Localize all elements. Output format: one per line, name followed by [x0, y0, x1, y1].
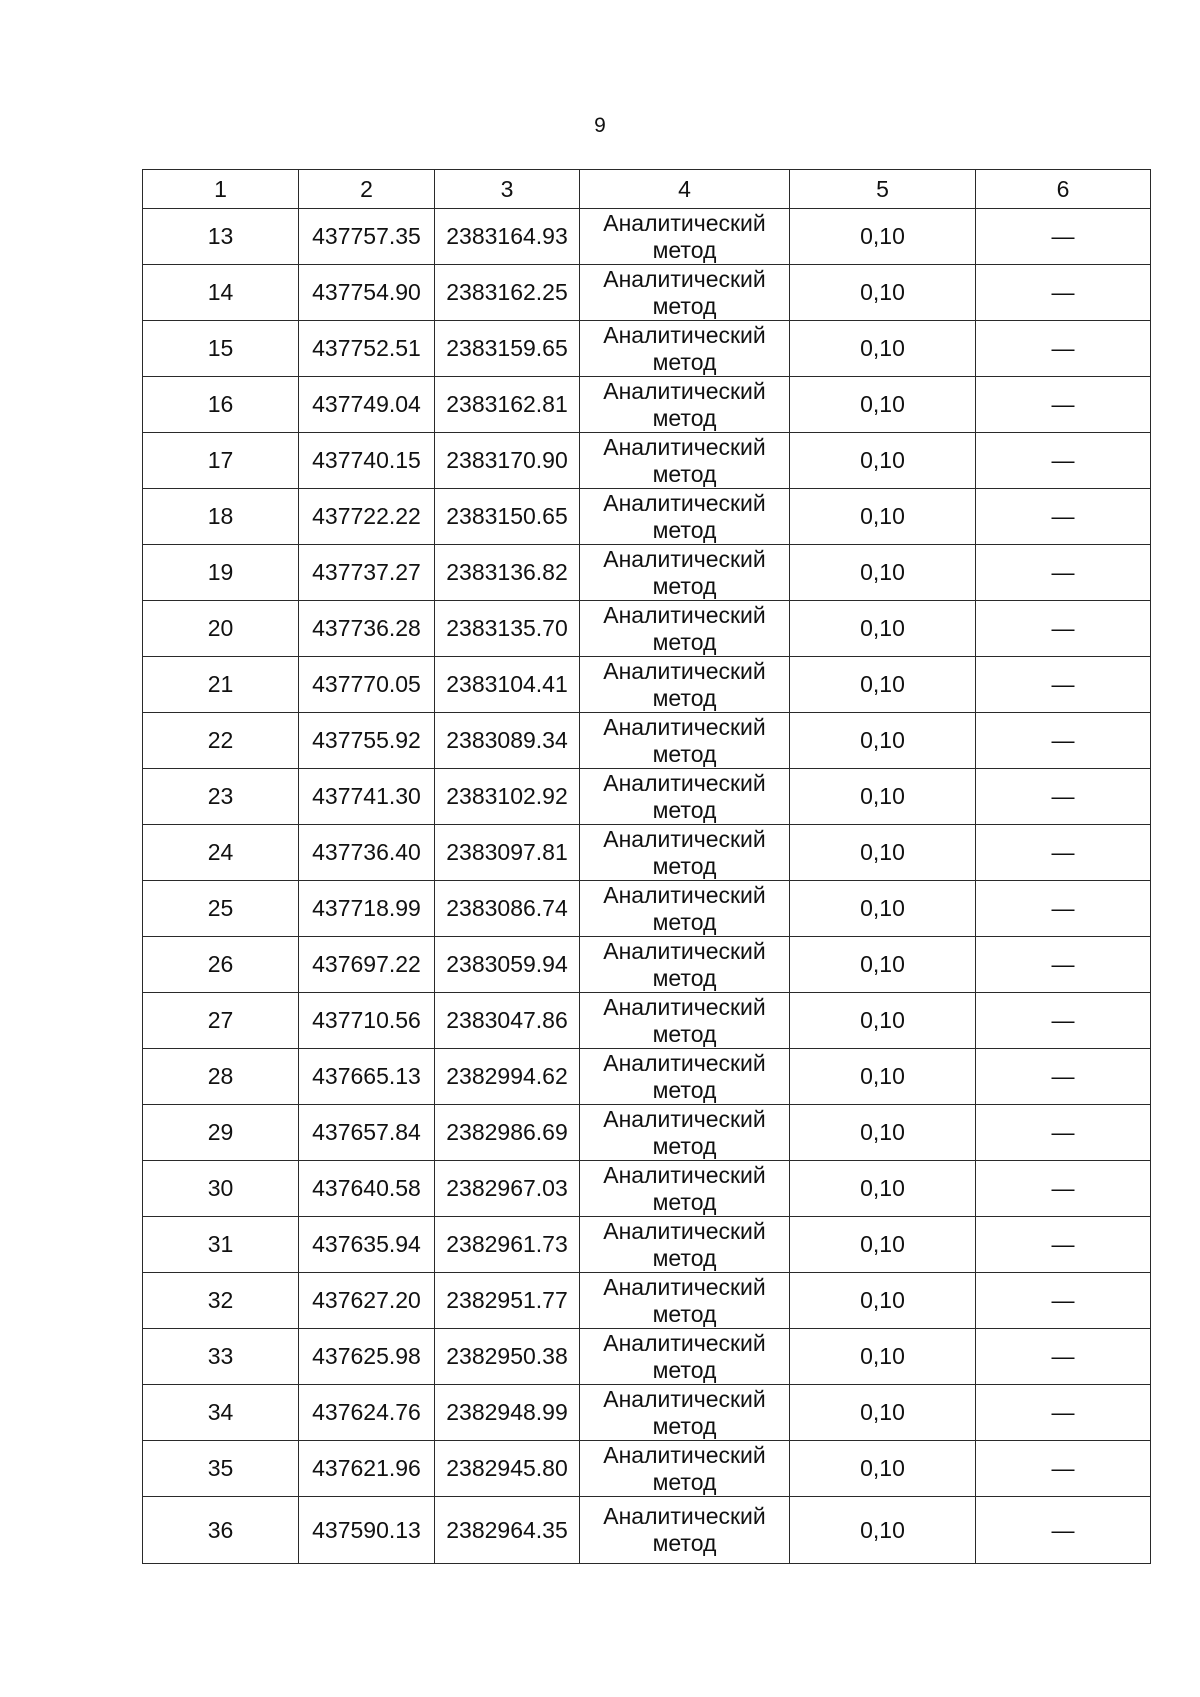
point-number-cell: 26 [143, 937, 299, 993]
table-row [143, 713, 1151, 769]
page-number: 9 [594, 114, 606, 137]
note-cell: — [976, 265, 1151, 321]
note-cell: — [976, 825, 1151, 881]
point-number-cell: 23 [143, 769, 299, 825]
note-cell: — [976, 377, 1151, 433]
method-cell [580, 545, 790, 601]
method-cell [580, 321, 790, 377]
method-cell [580, 713, 790, 769]
y-coordinate-cell: 2382967.03 [435, 1161, 580, 1217]
point-number-cell: 25 [143, 881, 299, 937]
table-row [143, 433, 1151, 489]
method-cell [580, 769, 790, 825]
x-coordinate-cell: 437736.28 [299, 601, 435, 657]
x-coordinate-cell: 437752.51 [299, 321, 435, 377]
accuracy-cell: 0,10 [790, 825, 976, 881]
header-cell: 2 [299, 170, 435, 209]
method-cell [580, 1273, 790, 1329]
method-cell [580, 1497, 790, 1564]
method-cell [580, 1385, 790, 1441]
x-coordinate-cell: 437635.94 [299, 1217, 435, 1273]
note-cell: — [976, 713, 1151, 769]
method-cell [580, 1217, 790, 1273]
table-body [143, 170, 1151, 1564]
point-number-cell: 28 [143, 1049, 299, 1105]
method-text: Аналитический метод [603, 825, 766, 879]
accuracy-cell: 0,10 [790, 1217, 976, 1273]
note-cell: — [976, 1273, 1151, 1329]
table-row [143, 1217, 1151, 1273]
x-coordinate-cell: 437755.92 [299, 713, 435, 769]
point-number-cell: 35 [143, 1441, 299, 1497]
table-row [143, 489, 1151, 545]
method-text: Аналитический метод [603, 265, 766, 319]
method-cell [580, 433, 790, 489]
method-text: Аналитический метод [603, 1385, 766, 1439]
method-text: Аналитический метод [603, 377, 766, 431]
method-cell [580, 657, 790, 713]
method-text: Аналитический метод [603, 881, 766, 935]
method-cell [580, 1049, 790, 1105]
table-row [143, 657, 1151, 713]
method-cell [580, 937, 790, 993]
accuracy-cell: 0,10 [790, 1329, 976, 1385]
header-cell: 5 [790, 170, 976, 209]
method-cell [580, 601, 790, 657]
method-text: Аналитический метод [603, 1217, 766, 1271]
accuracy-cell: 0,10 [790, 993, 976, 1049]
point-number-cell: 14 [143, 265, 299, 321]
y-coordinate-cell: 2383104.41 [435, 657, 580, 713]
method-cell [580, 1105, 790, 1161]
table-row [143, 601, 1151, 657]
note-cell: — [976, 1217, 1151, 1273]
coordinates-table [142, 169, 1151, 1564]
method-text: Аналитический метод [603, 993, 766, 1047]
point-number-cell: 31 [143, 1217, 299, 1273]
header-cell: 1 [143, 170, 299, 209]
point-number-cell: 21 [143, 657, 299, 713]
point-number-cell: 30 [143, 1161, 299, 1217]
table-row [143, 769, 1151, 825]
x-coordinate-cell: 437710.56 [299, 993, 435, 1049]
table-row [143, 1161, 1151, 1217]
x-coordinate-cell: 437640.58 [299, 1161, 435, 1217]
y-coordinate-cell: 2383097.81 [435, 825, 580, 881]
note-cell: — [976, 881, 1151, 937]
x-coordinate-cell: 437737.27 [299, 545, 435, 601]
y-coordinate-cell: 2382994.62 [435, 1049, 580, 1105]
accuracy-cell: 0,10 [790, 713, 976, 769]
note-cell: — [976, 1441, 1151, 1497]
x-coordinate-cell: 437590.13 [299, 1497, 435, 1564]
accuracy-cell: 0,10 [790, 433, 976, 489]
header-cell: 4 [580, 170, 790, 209]
method-cell [580, 1441, 790, 1497]
accuracy-cell: 0,10 [790, 377, 976, 433]
x-coordinate-cell: 437657.84 [299, 1105, 435, 1161]
accuracy-cell: 0,10 [790, 545, 976, 601]
table-row [143, 1105, 1151, 1161]
method-text: Аналитический метод [603, 545, 766, 599]
note-cell: — [976, 1329, 1151, 1385]
accuracy-cell: 0,10 [790, 1441, 976, 1497]
point-number-cell: 34 [143, 1385, 299, 1441]
x-coordinate-cell: 437627.20 [299, 1273, 435, 1329]
method-text: Аналитический метод [603, 1105, 766, 1159]
x-coordinate-cell: 437736.40 [299, 825, 435, 881]
method-cell [580, 993, 790, 1049]
table-row [143, 1273, 1151, 1329]
method-cell [580, 1161, 790, 1217]
y-coordinate-cell: 2382951.77 [435, 1273, 580, 1329]
point-number-cell: 32 [143, 1273, 299, 1329]
table-header-row [143, 170, 1151, 209]
x-coordinate-cell: 437665.13 [299, 1049, 435, 1105]
y-coordinate-cell: 2382964.35 [435, 1497, 580, 1564]
point-number-cell: 17 [143, 433, 299, 489]
method-cell [580, 825, 790, 881]
point-number-cell: 33 [143, 1329, 299, 1385]
note-cell: — [976, 601, 1151, 657]
note-cell: — [976, 545, 1151, 601]
x-coordinate-cell: 437770.05 [299, 657, 435, 713]
accuracy-cell: 0,10 [790, 1497, 976, 1564]
y-coordinate-cell: 2383086.74 [435, 881, 580, 937]
accuracy-cell: 0,10 [790, 1273, 976, 1329]
note-cell: — [976, 1105, 1151, 1161]
point-number-cell: 15 [143, 321, 299, 377]
accuracy-cell: 0,10 [790, 937, 976, 993]
y-coordinate-cell: 2383059.94 [435, 937, 580, 993]
note-cell: — [976, 657, 1151, 713]
note-cell: — [976, 209, 1151, 265]
table-row [143, 321, 1151, 377]
note-cell: — [976, 489, 1151, 545]
note-cell: — [976, 433, 1151, 489]
method-text: Аналитический метод [603, 1273, 766, 1327]
accuracy-cell: 0,10 [790, 265, 976, 321]
method-text: Аналитический метод [603, 769, 766, 823]
accuracy-cell: 0,10 [790, 1385, 976, 1441]
y-coordinate-cell: 2382986.69 [435, 1105, 580, 1161]
x-coordinate-cell: 437697.22 [299, 937, 435, 993]
method-text: Аналитический метод [603, 601, 766, 655]
point-number-cell: 16 [143, 377, 299, 433]
x-coordinate-cell: 437754.90 [299, 265, 435, 321]
point-number-cell: 20 [143, 601, 299, 657]
x-coordinate-cell: 437757.35 [299, 209, 435, 265]
y-coordinate-cell: 2383150.65 [435, 489, 580, 545]
point-number-cell: 36 [143, 1497, 299, 1564]
method-text: Аналитический метод [603, 209, 766, 263]
method-text: Аналитический метод [603, 321, 766, 375]
method-cell [580, 377, 790, 433]
method-text: Аналитический метод [603, 1161, 766, 1215]
method-text: Аналитический метод [603, 1329, 766, 1383]
x-coordinate-cell: 437625.98 [299, 1329, 435, 1385]
point-number-cell: 24 [143, 825, 299, 881]
y-coordinate-cell: 2383159.65 [435, 321, 580, 377]
x-coordinate-cell: 437740.15 [299, 433, 435, 489]
method-text: Аналитический метод [603, 1503, 766, 1556]
method-text: Аналитический метод [603, 1049, 766, 1103]
table-row [143, 993, 1151, 1049]
table-row [143, 1497, 1151, 1564]
table-row [143, 881, 1151, 937]
note-cell: — [976, 1497, 1151, 1564]
y-coordinate-cell: 2383170.90 [435, 433, 580, 489]
table-row [143, 1049, 1151, 1105]
accuracy-cell: 0,10 [790, 657, 976, 713]
x-coordinate-cell: 437621.96 [299, 1441, 435, 1497]
accuracy-cell: 0,10 [790, 489, 976, 545]
header-cell: 3 [435, 170, 580, 209]
method-text: Аналитический метод [603, 713, 766, 767]
table-row [143, 1329, 1151, 1385]
table-row [143, 377, 1151, 433]
x-coordinate-cell: 437624.76 [299, 1385, 435, 1441]
accuracy-cell: 0,10 [790, 209, 976, 265]
y-coordinate-cell: 2383089.34 [435, 713, 580, 769]
table-row [143, 265, 1151, 321]
point-number-cell: 18 [143, 489, 299, 545]
method-text: Аналитический метод [603, 657, 766, 711]
y-coordinate-cell: 2383164.93 [435, 209, 580, 265]
note-cell: — [976, 1161, 1151, 1217]
y-coordinate-cell: 2382950.38 [435, 1329, 580, 1385]
point-number-cell: 27 [143, 993, 299, 1049]
table-row [143, 1385, 1151, 1441]
x-coordinate-cell: 437749.04 [299, 377, 435, 433]
y-coordinate-cell: 2383136.82 [435, 545, 580, 601]
method-text: Аналитический метод [603, 433, 766, 487]
method-text: Аналитический метод [603, 1441, 766, 1495]
method-text: Аналитический метод [603, 937, 766, 991]
y-coordinate-cell: 2383162.81 [435, 377, 580, 433]
y-coordinate-cell: 2383102.92 [435, 769, 580, 825]
point-number-cell: 13 [143, 209, 299, 265]
method-cell [580, 209, 790, 265]
y-coordinate-cell: 2382945.80 [435, 1441, 580, 1497]
x-coordinate-cell: 437722.22 [299, 489, 435, 545]
method-cell [580, 265, 790, 321]
note-cell: — [976, 1385, 1151, 1441]
accuracy-cell: 0,10 [790, 1105, 976, 1161]
y-coordinate-cell: 2383162.25 [435, 265, 580, 321]
header-cell: 6 [976, 170, 1151, 209]
accuracy-cell: 0,10 [790, 1049, 976, 1105]
y-coordinate-cell: 2383135.70 [435, 601, 580, 657]
accuracy-cell: 0,10 [790, 1161, 976, 1217]
point-number-cell: 19 [143, 545, 299, 601]
table-row [143, 209, 1151, 265]
x-coordinate-cell: 437741.30 [299, 769, 435, 825]
y-coordinate-cell: 2382948.99 [435, 1385, 580, 1441]
x-coordinate-cell: 437718.99 [299, 881, 435, 937]
y-coordinate-cell: 2383047.86 [435, 993, 580, 1049]
accuracy-cell: 0,10 [790, 321, 976, 377]
method-cell [580, 1329, 790, 1385]
note-cell: — [976, 321, 1151, 377]
note-cell: — [976, 769, 1151, 825]
note-cell: — [976, 937, 1151, 993]
table-row [143, 545, 1151, 601]
table-row [143, 825, 1151, 881]
table-row [143, 937, 1151, 993]
method-cell [580, 489, 790, 545]
table-row [143, 1441, 1151, 1497]
point-number-cell: 29 [143, 1105, 299, 1161]
point-number-cell: 22 [143, 713, 299, 769]
accuracy-cell: 0,10 [790, 601, 976, 657]
y-coordinate-cell: 2382961.73 [435, 1217, 580, 1273]
note-cell: — [976, 993, 1151, 1049]
method-text: Аналитический метод [603, 489, 766, 543]
accuracy-cell: 0,10 [790, 769, 976, 825]
note-cell: — [976, 1049, 1151, 1105]
method-cell [580, 881, 790, 937]
accuracy-cell: 0,10 [790, 881, 976, 937]
